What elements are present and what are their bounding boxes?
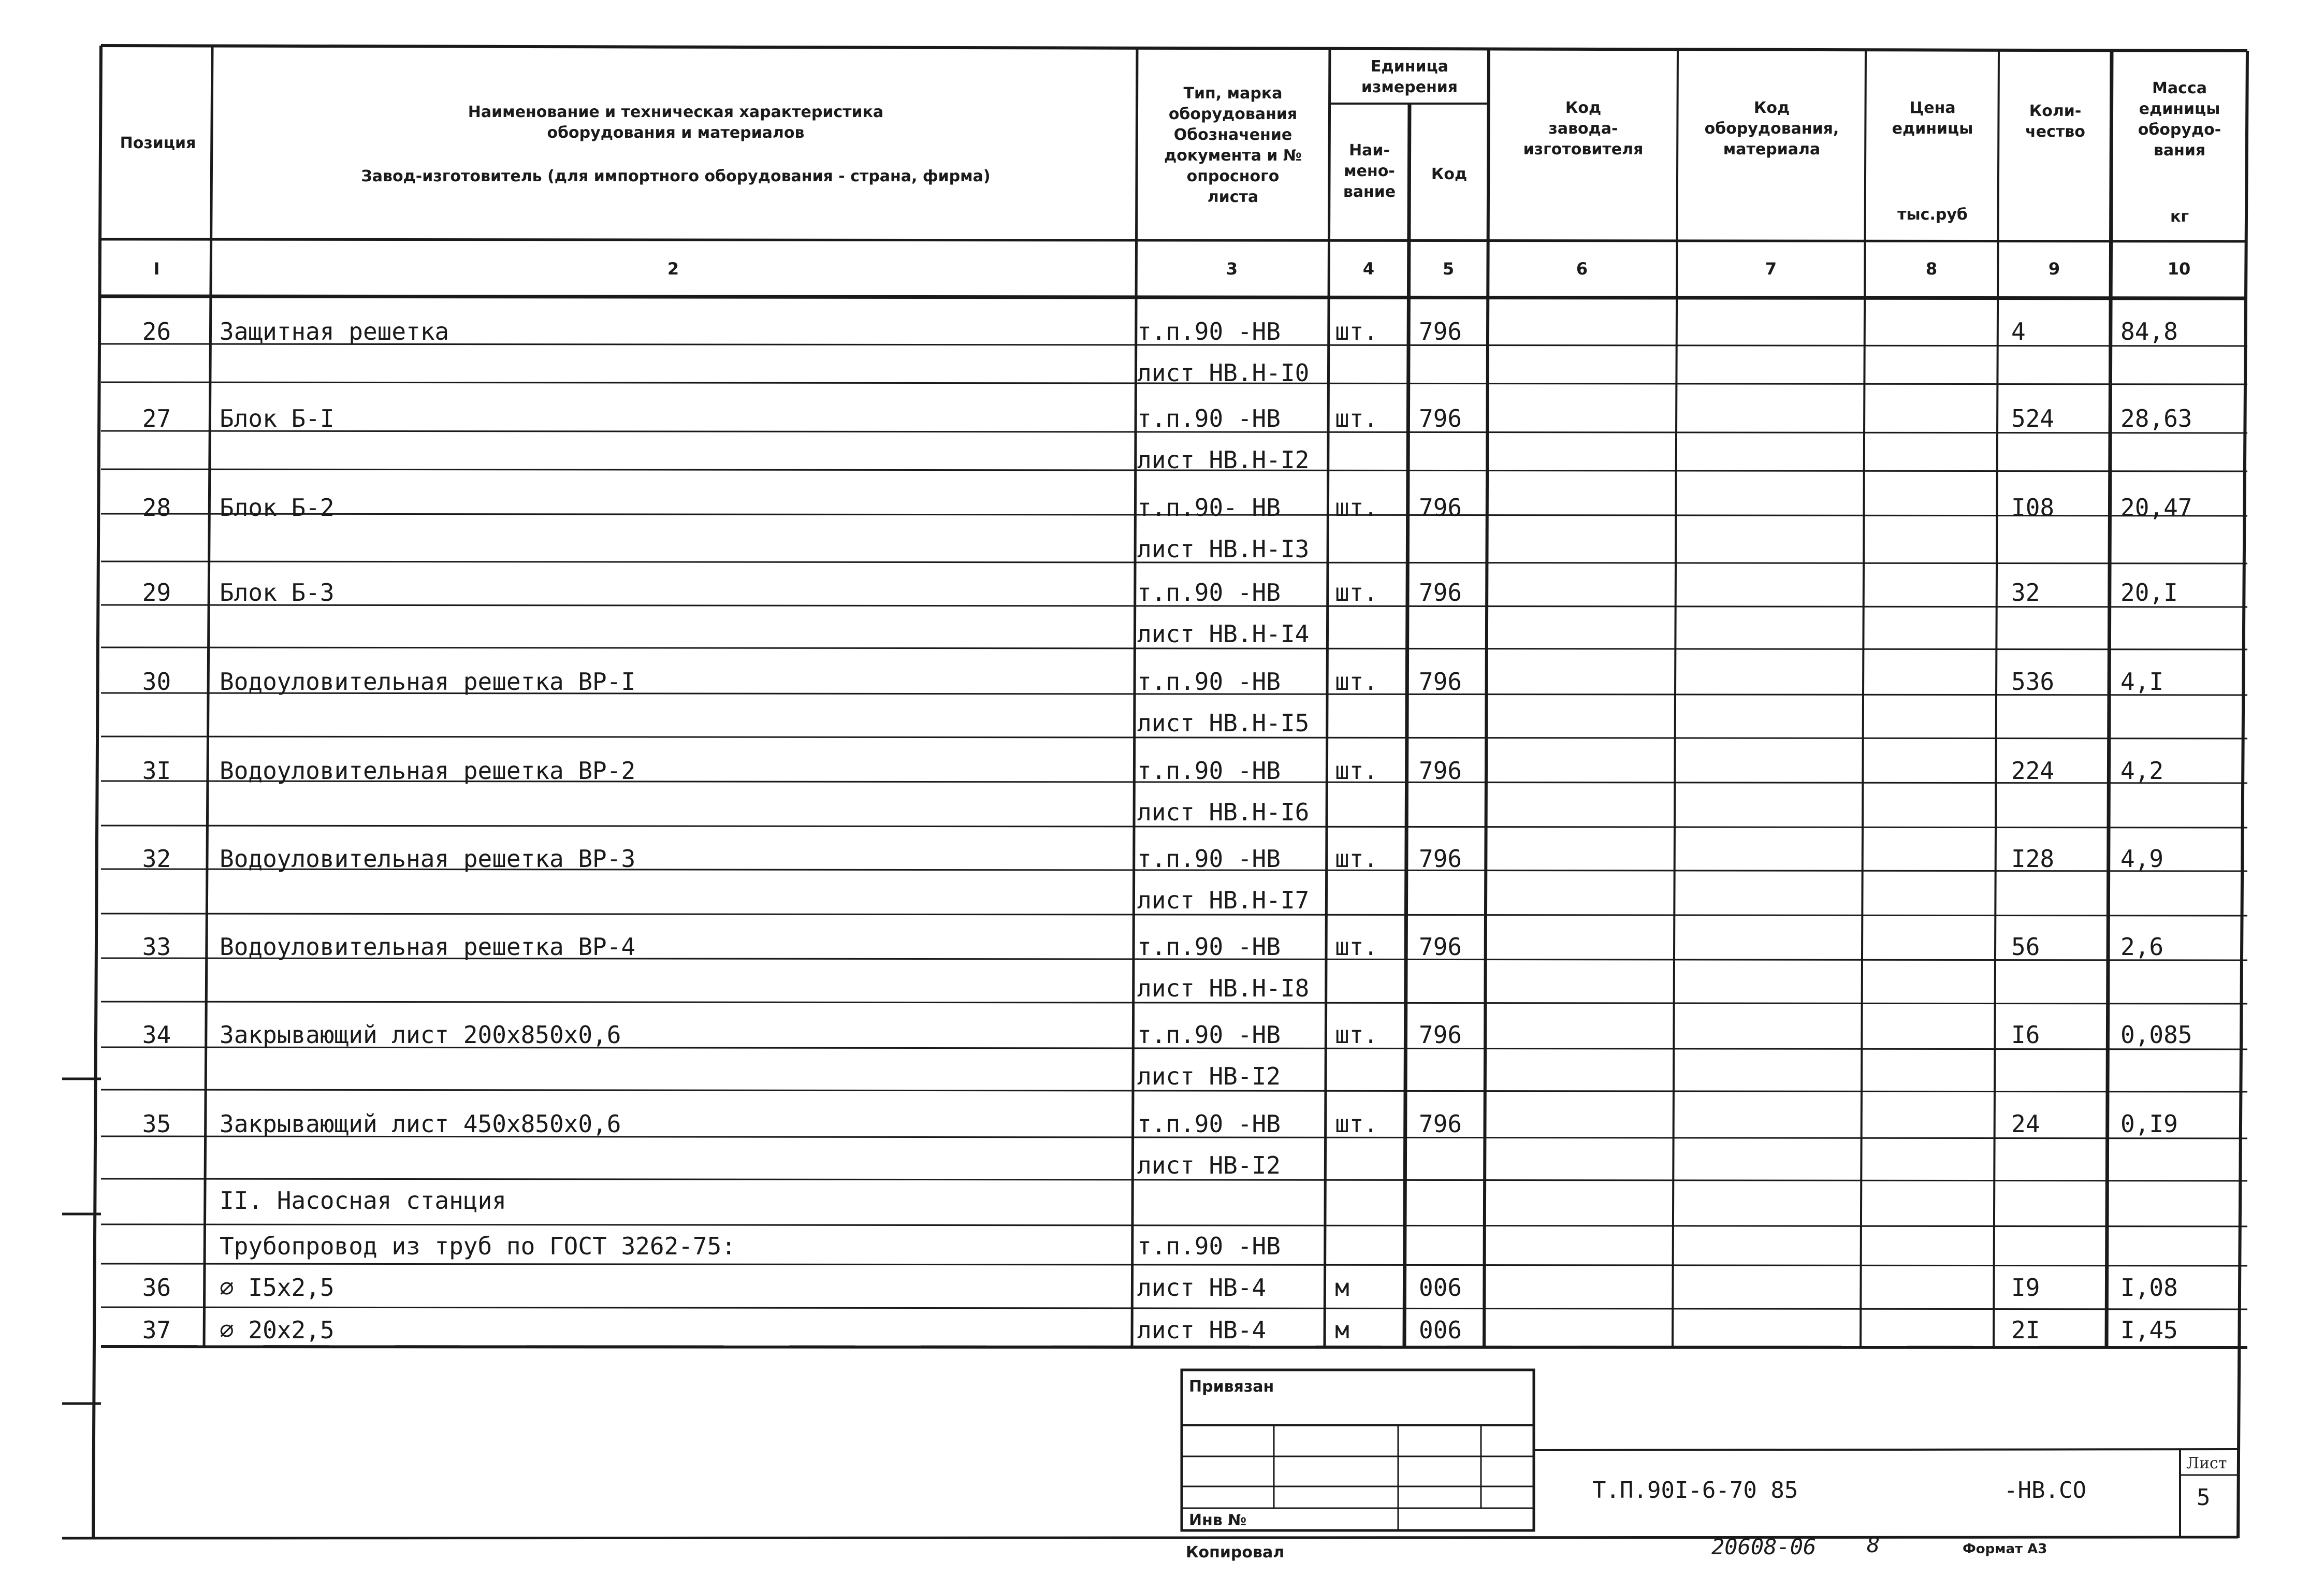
unit-mass: 4,9 xyxy=(2120,845,2164,873)
type-mark: т.п.90 -НВ xyxy=(1137,845,1281,873)
type-mark: т.п.90 -НВ xyxy=(1137,579,1281,606)
column-number: 8 xyxy=(1925,259,1938,279)
header-unit-group-line: измерения xyxy=(1361,78,1458,96)
column-number: 4 xyxy=(1362,259,1375,279)
unit-mass: 84,8 xyxy=(2120,317,2178,345)
item-name: Водоуловительная решетка ВР-4 xyxy=(220,933,636,961)
type-mark: т.п.90 -НВ xyxy=(1137,1110,1281,1138)
header-unit-name-line: вание xyxy=(1343,183,1396,201)
quantity: 4 xyxy=(2011,317,2026,345)
header-type-mark-line: листа xyxy=(1207,188,1259,206)
pipe-caption: Трубопровод из труб по ГОСТ 3262-75: xyxy=(220,1232,736,1260)
unit-name: шт. xyxy=(1335,317,1378,345)
header-material-code-line: Код xyxy=(1753,99,1790,117)
quantity: 2I xyxy=(2011,1316,2040,1344)
position-number: 37 xyxy=(142,1316,171,1344)
header-unit-code: Код xyxy=(1431,165,1468,183)
column-number: 6 xyxy=(1576,259,1588,279)
sheet-reference: лист НВ-I2 xyxy=(1137,1062,1281,1090)
header-unit-price-line: единицы xyxy=(1892,120,1973,138)
header-name-line2: оборудования и материалов xyxy=(547,124,805,142)
column-number: I xyxy=(153,259,160,279)
sheet-reference: лист НВ-4 xyxy=(1137,1274,1267,1302)
item-name: Закрывающий лист 450х850х0,6 xyxy=(220,1110,621,1138)
position-number: 3I xyxy=(142,757,171,785)
column-number: 10 xyxy=(2167,259,2191,279)
unit-code: 796 xyxy=(1419,933,1462,961)
unit-mass: 2,6 xyxy=(2120,933,2164,961)
header-unit-group-line: Единица xyxy=(1371,57,1448,76)
unit-name: шт. xyxy=(1335,933,1378,961)
position-number: 36 xyxy=(142,1274,171,1302)
pipe-size: ∅ 20х2,5 xyxy=(220,1316,335,1344)
unit-mass: 0,I9 xyxy=(2120,1110,2178,1138)
item-name: Блок Б-2 xyxy=(220,494,335,522)
copied-by-label: Копировал xyxy=(1186,1543,1285,1562)
header-name-line1: Наименование и техническая характеристика xyxy=(468,103,884,121)
position-number: 26 xyxy=(142,317,171,345)
unit-mass: 28,63 xyxy=(2120,404,2192,432)
unit-code: 796 xyxy=(1419,404,1462,432)
header-unit-mass-line: оборудо- xyxy=(2138,121,2221,139)
sheet-reference: лист НВ.Н-I5 xyxy=(1137,709,1310,737)
handwritten-number: 8 xyxy=(1867,1532,1880,1557)
column-number: 5 xyxy=(1442,259,1455,279)
sheet-reference: лист НВ.Н-I6 xyxy=(1137,798,1310,826)
type-mark: т.п.90 -НВ xyxy=(1137,1021,1281,1049)
quantity: 32 xyxy=(2011,579,2040,606)
unit-mass: I,45 xyxy=(2120,1316,2178,1344)
handwritten-archive-code: 20608-06 xyxy=(1711,1534,1817,1559)
position-number: 32 xyxy=(142,845,171,873)
unit-mass: 20,47 xyxy=(2120,494,2192,522)
position-number: 35 xyxy=(142,1110,171,1138)
type-mark: т.п.90 -НВ xyxy=(1137,757,1281,785)
quantity: I28 xyxy=(2011,845,2055,873)
quantity: 56 xyxy=(2011,933,2040,961)
unit-mass: 20,I xyxy=(2120,579,2178,606)
unit-mass: 0,085 xyxy=(2120,1021,2192,1049)
header-type-mark-line: документа и № xyxy=(1164,147,1302,165)
type-mark: т.п.90 -НВ xyxy=(1137,317,1281,345)
type-mark: т.п.90 -НВ xyxy=(1137,933,1281,961)
header-factory-code-line: завода- xyxy=(1548,120,1618,138)
unit-mass: 4,I xyxy=(2120,668,2164,696)
sheet-number: 5 xyxy=(2197,1484,2211,1511)
quantity: I9 xyxy=(2011,1274,2040,1302)
item-name: Закрывающий лист 200х850х0,6 xyxy=(220,1021,621,1049)
section-title: II. Насосная станция xyxy=(220,1187,506,1215)
unit-name: шт. xyxy=(1335,404,1378,432)
quantity: I08 xyxy=(2011,494,2055,522)
quantity: I6 xyxy=(2011,1021,2040,1049)
type-mark: т.п.90 -НВ xyxy=(1137,668,1281,696)
header-unit-mass-unit: кг xyxy=(2170,208,2189,226)
unit-name: шт. xyxy=(1335,494,1378,522)
header-factory-code-line: изготовителя xyxy=(1523,140,1644,158)
type-mark: т.п.90- НВ xyxy=(1137,494,1281,522)
unit-name: шт. xyxy=(1335,757,1378,785)
privyazan-label: Привязан xyxy=(1189,1378,1274,1396)
column-number: 2 xyxy=(667,259,679,279)
header-unit-price-line: Цена xyxy=(1909,99,1956,117)
header-position: Позиция xyxy=(120,134,196,152)
quantity: 24 xyxy=(2011,1110,2040,1138)
item-name: Водоуловительная решетка ВР-3 xyxy=(220,845,636,873)
document-suffix: -НВ.СО xyxy=(2004,1477,2086,1504)
pipe-type-mark: т.п.90 -НВ xyxy=(1137,1232,1281,1260)
position-number: 30 xyxy=(142,668,171,696)
unit-name: шт. xyxy=(1335,579,1378,606)
unit-code: 796 xyxy=(1419,1110,1462,1138)
header-unit-name-line: Наи- xyxy=(1349,141,1390,160)
header-unit-name-line: мено- xyxy=(1344,162,1395,180)
sheet-label: Лист xyxy=(2186,1454,2227,1472)
unit-mass: 4,2 xyxy=(2120,757,2164,785)
column-number: 3 xyxy=(1226,259,1238,279)
position-number: 27 xyxy=(142,404,171,432)
header-type-mark-line: Тип, марка xyxy=(1183,84,1283,103)
quantity: 224 xyxy=(2011,757,2055,785)
unit-name: шт. xyxy=(1335,668,1378,696)
inventory-number-label: Инв № xyxy=(1189,1511,1247,1529)
position-number: 28 xyxy=(142,494,171,522)
pipe-size: ∅ I5х2,5 xyxy=(220,1274,335,1302)
unit-code: 796 xyxy=(1419,317,1462,345)
item-name: Блок Б-3 xyxy=(220,579,335,606)
sheet-reference: лист НВ-I2 xyxy=(1137,1151,1281,1179)
document-code: Т.П.90I-6-70 85 xyxy=(1592,1477,1798,1504)
header-quantity-line: чество xyxy=(2025,123,2085,141)
type-mark: т.п.90 -НВ xyxy=(1137,404,1281,432)
header-unit-mass-line: единицы xyxy=(2139,100,2220,118)
sheet-reference: лист НВ.Н-I8 xyxy=(1137,974,1310,1002)
position-number: 34 xyxy=(142,1021,171,1049)
header-type-mark-line: оборудования xyxy=(1168,105,1298,123)
quantity: 524 xyxy=(2011,404,2055,432)
unit-code: 796 xyxy=(1419,579,1462,606)
unit-mass: I,08 xyxy=(2120,1274,2178,1302)
item-name: Защитная решетка xyxy=(220,317,449,345)
unit-code: 796 xyxy=(1419,845,1462,873)
unit-code: 006 xyxy=(1419,1274,1462,1302)
unit-name: м xyxy=(1335,1316,1349,1344)
item-name: Водоуловительная решетка ВР-2 xyxy=(220,757,636,785)
header-unit-mass-line: Масса xyxy=(2152,79,2207,97)
item-name: Водоуловительная решетка ВР-I xyxy=(220,668,636,696)
position-number: 29 xyxy=(142,579,171,606)
sheet-reference: лист НВ-4 xyxy=(1137,1316,1267,1344)
unit-code: 006 xyxy=(1419,1316,1462,1344)
header-factory-code-line: Код xyxy=(1565,99,1602,117)
unit-name: шт. xyxy=(1335,1021,1378,1049)
header-material-code-line: материала xyxy=(1723,140,1821,158)
unit-name: м xyxy=(1335,1274,1349,1302)
item-name: Блок Б-I xyxy=(220,404,335,432)
format-label: Формат А3 xyxy=(1963,1541,2047,1557)
column-number: 9 xyxy=(2048,259,2060,279)
column-number: 7 xyxy=(1765,259,1777,279)
header-unit-price-unit: тыс.руб xyxy=(1897,206,1968,224)
header-type-mark-line: Обозначение xyxy=(1173,126,1292,144)
sheet-reference: лист НВ.Н-I3 xyxy=(1137,535,1310,563)
unit-code: 796 xyxy=(1419,1021,1462,1049)
header-unit-mass-line: вания xyxy=(2153,141,2206,160)
sheet-reference: лист НВ.Н-I7 xyxy=(1137,886,1310,914)
sheet-reference: лист НВ.Н-I4 xyxy=(1137,620,1310,648)
unit-name: шт. xyxy=(1335,1110,1378,1138)
unit-name: шт. xyxy=(1335,845,1378,873)
quantity: 536 xyxy=(2011,668,2055,696)
header-name-line3: Завод-изготовитель (для импортного оборудования - страна, фирма) xyxy=(361,167,991,185)
unit-code: 796 xyxy=(1419,668,1462,696)
position-number: 33 xyxy=(142,933,171,961)
unit-code: 796 xyxy=(1419,494,1462,522)
header-material-code-line: оборудования, xyxy=(1704,120,1839,138)
header-quantity-line: Коли- xyxy=(2029,102,2082,120)
unit-code: 796 xyxy=(1419,757,1462,785)
sheet-reference: лист НВ.Н-I2 xyxy=(1137,446,1310,474)
header-type-mark-line: опросного xyxy=(1186,167,1280,185)
sheet-reference: лист НВ.Н-I0 xyxy=(1137,359,1310,387)
